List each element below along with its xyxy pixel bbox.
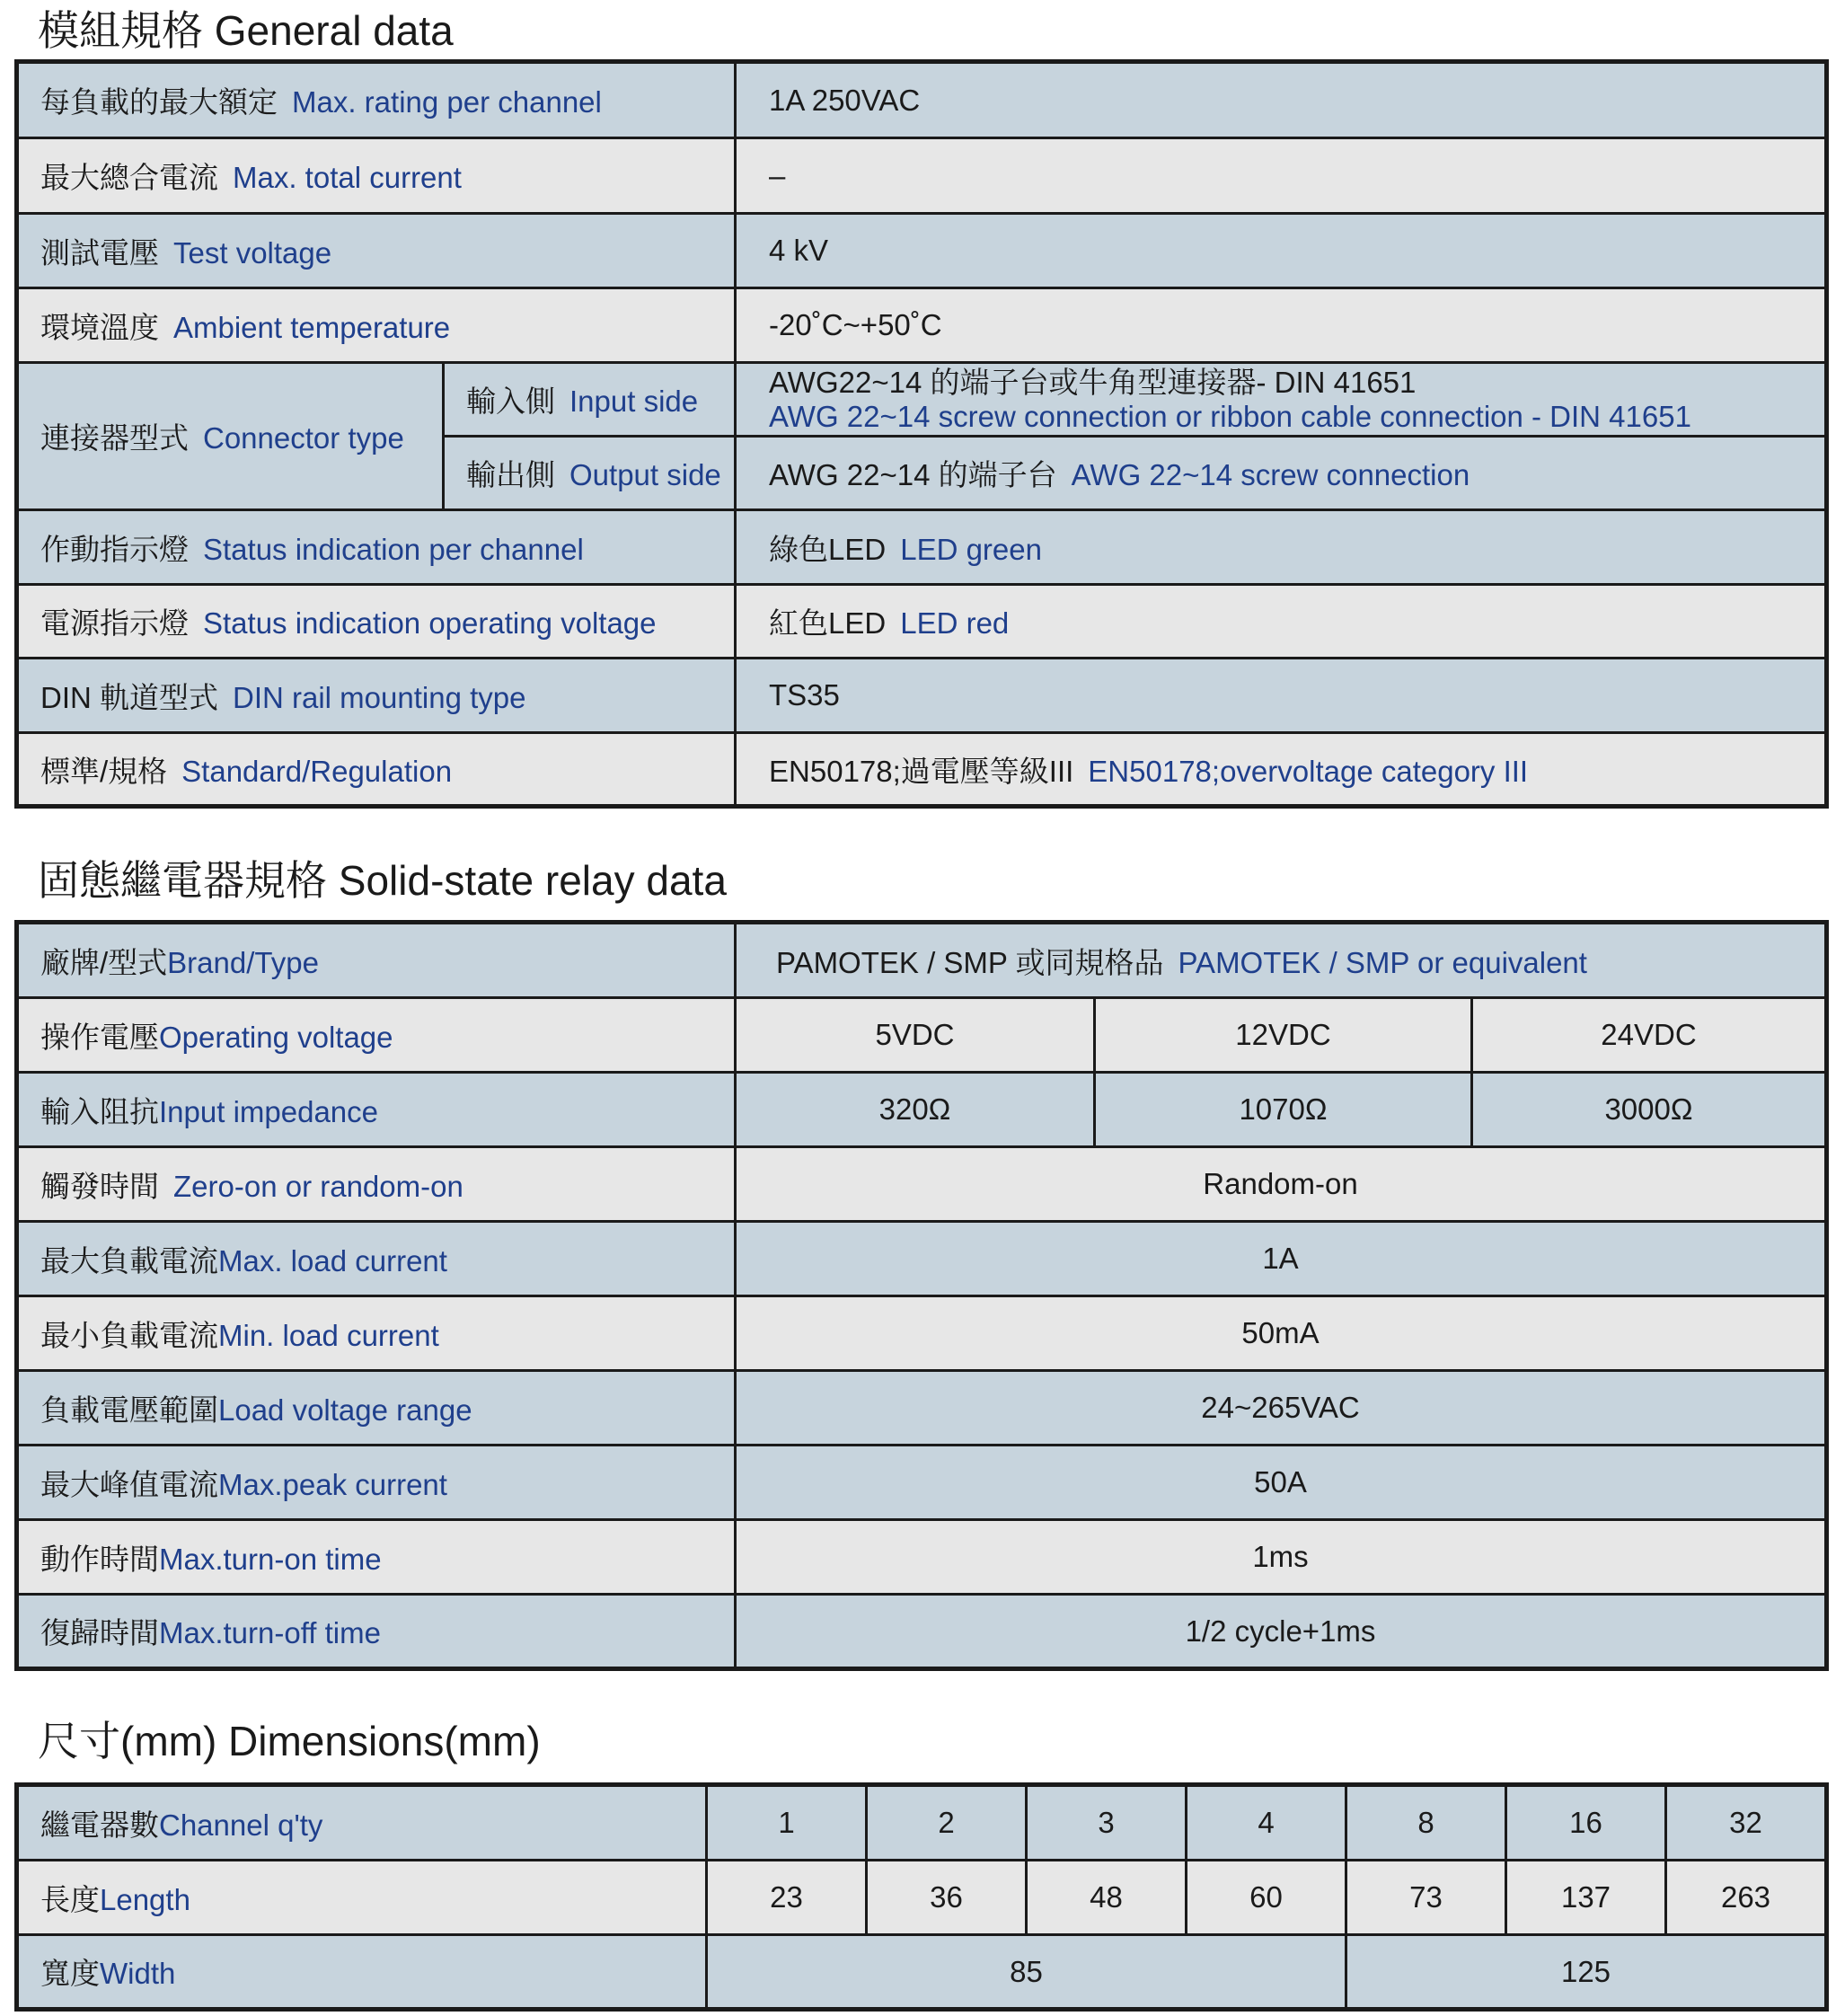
table-row bbox=[17, 1861, 1827, 1935]
row-label: 寬度Width bbox=[17, 1935, 707, 2010]
input-side-label: 輸入側 Input side bbox=[444, 363, 736, 437]
connector-type-label: 連接器型式 Connector type bbox=[17, 363, 444, 510]
voltage-value: 5VDC bbox=[736, 998, 1095, 1073]
row-label: 環境溫度 Ambient temperature bbox=[17, 288, 736, 363]
row-value: 24~265VAC bbox=[736, 1371, 1827, 1446]
dimensions-title: 尺寸(mm) Dimensions(mm) bbox=[38, 1718, 541, 1764]
row-label: 每負載的最大額定 Max. rating per channel bbox=[17, 62, 736, 138]
row-value: 4 kV bbox=[736, 214, 1827, 288]
table-row bbox=[17, 214, 1827, 288]
output-side-value: AWG 22~14 的端子台 AWG 22~14 screw connection bbox=[736, 437, 1827, 510]
row-value: 1/2 cycle+1ms bbox=[736, 1595, 1827, 1669]
row-label: 測試電壓 Test voltage bbox=[17, 214, 736, 288]
channel-count: 8 bbox=[1346, 1785, 1506, 1861]
row-value: 1ms bbox=[736, 1520, 1827, 1595]
row-value: 1A bbox=[736, 1222, 1827, 1296]
table-row bbox=[17, 1520, 1827, 1595]
table-row bbox=[17, 998, 1827, 1073]
channel-count: 4 bbox=[1187, 1785, 1346, 1861]
dimensions-table bbox=[14, 1782, 1829, 2012]
length-value: 137 bbox=[1506, 1861, 1666, 1935]
row-label: 輸入阻抗Input impedance bbox=[17, 1073, 736, 1147]
row-value: 50mA bbox=[736, 1296, 1827, 1371]
ssr-data-table bbox=[14, 920, 1829, 1671]
row-label: 復歸時間Max.turn-off time bbox=[17, 1595, 736, 1669]
impedance-value: 1070Ω bbox=[1095, 1073, 1472, 1147]
row-value: PAMOTEK / SMP 或同規格品 PAMOTEK / SMP or equivalent bbox=[736, 923, 1827, 998]
table-row bbox=[17, 1785, 1827, 1861]
row-label: 最小負載電流Min. load current bbox=[17, 1296, 736, 1371]
length-value: 48 bbox=[1027, 1861, 1187, 1935]
table-row bbox=[17, 1371, 1827, 1446]
width-value: 85 bbox=[707, 1935, 1346, 2010]
row-label: 負載電壓範圍Load voltage range bbox=[17, 1371, 736, 1446]
row-label: 標準/規格 Standard/Regulation bbox=[17, 733, 736, 807]
row-value: Random-on bbox=[736, 1147, 1827, 1222]
channel-count: 16 bbox=[1506, 1785, 1666, 1861]
table-row bbox=[17, 1595, 1827, 1669]
row-value: 50A bbox=[736, 1446, 1827, 1520]
voltage-value: 12VDC bbox=[1095, 998, 1472, 1073]
length-value: 73 bbox=[1346, 1861, 1506, 1935]
channel-count: 2 bbox=[867, 1785, 1027, 1861]
length-value: 263 bbox=[1666, 1861, 1827, 1935]
length-value: 60 bbox=[1187, 1861, 1346, 1935]
row-label: 操作電壓Operating voltage bbox=[17, 998, 736, 1073]
ssr-data-title: 固態繼電器規格 Solid-state relay data bbox=[38, 857, 727, 904]
general-data-table bbox=[14, 59, 1829, 809]
row-label: 作動指示燈 Status indication per channel bbox=[17, 510, 736, 585]
row-value: EN50178;過電壓等級III EN50178;overvoltage category III bbox=[736, 733, 1827, 807]
table-row bbox=[17, 1147, 1827, 1222]
table-row bbox=[17, 1296, 1827, 1371]
row-value: -20˚C~+50˚C bbox=[736, 288, 1827, 363]
row-value: 綠色LED LED green bbox=[736, 510, 1827, 585]
voltage-value: 24VDC bbox=[1472, 998, 1827, 1073]
channel-count: 1 bbox=[707, 1785, 867, 1861]
table-row bbox=[17, 1222, 1827, 1296]
row-value: 1A 250VAC bbox=[736, 62, 1827, 138]
table-row bbox=[17, 585, 1827, 659]
general-data-title: 模組規格 General data bbox=[38, 7, 454, 54]
table-row bbox=[17, 1935, 1827, 2010]
length-value: 36 bbox=[867, 1861, 1027, 1935]
width-value: 125 bbox=[1346, 1935, 1827, 2010]
row-label: 最大負載電流Max. load current bbox=[17, 1222, 736, 1296]
row-value: 紅色LED LED red bbox=[736, 585, 1827, 659]
row-label: 長度Length bbox=[17, 1861, 707, 1935]
row-value: – bbox=[736, 138, 1827, 214]
channel-count: 3 bbox=[1027, 1785, 1187, 1861]
row-label: 最大峰值電流Max.peak current bbox=[17, 1446, 736, 1520]
row-label: 電源指示燈 Status indication operating voltage bbox=[17, 585, 736, 659]
row-label: 最大總合電流 Max. total current bbox=[17, 138, 736, 214]
output-side-label: 輸出側 Output side bbox=[444, 437, 736, 510]
table-row bbox=[17, 363, 1827, 437]
table-row bbox=[17, 923, 1827, 998]
table-row bbox=[17, 62, 1827, 138]
table-row bbox=[17, 288, 1827, 363]
row-label: 繼電器數Channel q'ty bbox=[17, 1785, 707, 1861]
row-label: 廠牌/型式Brand/Type bbox=[17, 923, 736, 998]
row-label: 觸發時間 Zero-on or random-on bbox=[17, 1147, 736, 1222]
length-value: 23 bbox=[707, 1861, 867, 1935]
table-row bbox=[17, 510, 1827, 585]
table-row bbox=[17, 1446, 1827, 1520]
row-value: TS35 bbox=[736, 659, 1827, 733]
impedance-value: 3000Ω bbox=[1472, 1073, 1827, 1147]
impedance-value: 320Ω bbox=[736, 1073, 1095, 1147]
table-row bbox=[17, 733, 1827, 807]
input-side-value: AWG22~14 的端子台或牛角型連接器- DIN 41651 AWG 22~14 screw connection or ribbon cable connection - DIN 41651 bbox=[736, 363, 1827, 437]
table-row bbox=[17, 659, 1827, 733]
row-label: 動作時間Max.turn-on time bbox=[17, 1520, 736, 1595]
channel-count: 32 bbox=[1666, 1785, 1827, 1861]
table-row bbox=[17, 1073, 1827, 1147]
table-row bbox=[17, 138, 1827, 214]
row-label: DIN 軌道型式 DIN rail mounting type bbox=[17, 659, 736, 733]
